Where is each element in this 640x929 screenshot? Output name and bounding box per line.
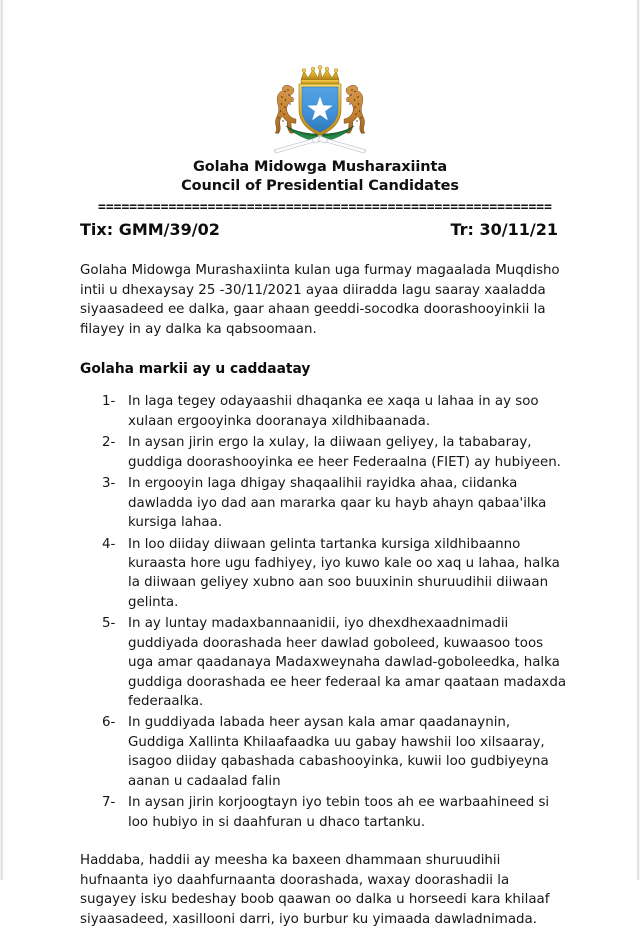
clause-number: 1- [102, 394, 116, 410]
header-separator: ========================================================== [98, 201, 552, 215]
clause-list [80, 392, 568, 832]
organization-titles [0, 158, 640, 195]
clause-number: 5- [102, 616, 116, 632]
document-body [0, 261, 640, 929]
list-item [102, 474, 568, 532]
closing-paragraph: Haddaba, haddii ay meesha ka baxeen dhammaan shuruudihii hufnaanta iyo daahfurnaanta doorashada, waxay doorashadii la sugayey isku bedeshay boob qaawan oo dalka u horseedi kara khilaaf siyaasadeed, xasillooni darri, iyo burbur ku yimaada dawladnimada. [80, 853, 550, 927]
clause-number: 2- [102, 435, 116, 451]
emblem-container [0, 0, 640, 156]
list-item [102, 433, 568, 472]
intro-paragraph: Golaha Midowga Murashaxiinta kulan uga furmay magaalada Muqdisho intii u dhexaysay 25 -30/11/2021 ayaa diiradda lagu saaray xaaladda siyaasadeed ee dalka, gaar ahaan geeddi-socodka doorashooyinkii la filayey in ay dalka ka qabsoomaan. [80, 263, 560, 337]
clause-number: 4- [102, 536, 116, 552]
clause-number: 6- [102, 715, 116, 731]
clause-number: 7- [102, 795, 116, 811]
leopard-right-icon [344, 85, 365, 133]
clause-text: In guddiyada labada heer aysan kala amar qaadanaynin, Guddiga Xallinta Khilaafaadka uu gabay hawshii loo xilsaaray, isagoo diiday qabashada cabashooyinka, kuwii loo gudbiyeyna aanan u cadaalad falin [128, 715, 549, 789]
crossed-spears-icon [274, 136, 366, 153]
reference-number: Tix: GMM/39/02 [80, 220, 220, 240]
somalia-coat-of-arms-icon [252, 60, 388, 156]
list-item [102, 535, 568, 613]
list-item [102, 392, 568, 431]
clause-text: In laga tegey odayaashii dhaqanka ee xaqa u lahaa in ay soo xulaan ergooyinka dooranaya xildhibaanada. [128, 394, 539, 429]
leopard-left-icon [275, 85, 296, 133]
reference-date-line [0, 214, 640, 239]
list-item [102, 614, 568, 711]
clause-text: In loo diiday diiwaan gelinta tartanka kursiga xildhibaanno kuraasta hore ugu fadhiyey, iyo kuwo kale oo xaq u lahaa, halka la diiwaan geliyey xubno aan soo buuxinin shuruudihii diiwaan gelinta. [128, 536, 560, 610]
clause-text: In aysan jirin ergo la xulay, la diiwaan geliyey, la tababaray, guddiga doorashooyinka ee heer Federaalna (FIET) ay hubiyeen. [128, 435, 561, 470]
org-title-english: Council of Presidential Candidates [181, 177, 459, 194]
clause-text: In ergooyin laga dhigay shaqaalihii rayidka ahaa, ciidanka dawladda iyo dad aan mararka qaar ku hayb ahayn qabaa'ilka kursiga lahaa. [128, 476, 547, 531]
list-item [102, 793, 568, 832]
clause-text: In aysan jirin korjoogtayn iyo tebin toos ah ee warbaahineed si loo hubiyo in si daahfuran u dhaco tartanku. [128, 795, 550, 830]
section-heading: Golaha markii ay u caddaatay [80, 361, 311, 378]
list-item [102, 713, 568, 791]
crown-icon [301, 65, 339, 84]
clause-text: In ay luntay madaxbannaanidii, iyo dhexdhexaadnimadii guddiyada doorashada heer dawlad goboleed, kuwaasoo toos uga amar qaadanaya Madaxweynaha dawlad-goboleedka, halka guddiga doorashada ee heer federaal ka amar qaataan madaxda federaalka. [128, 616, 567, 710]
clause-number: 3- [102, 476, 116, 492]
org-title-somali: Golaha Midowga Musharaxiinta [192, 159, 448, 175]
document-date: Tr: 30/11/21 [450, 220, 558, 240]
